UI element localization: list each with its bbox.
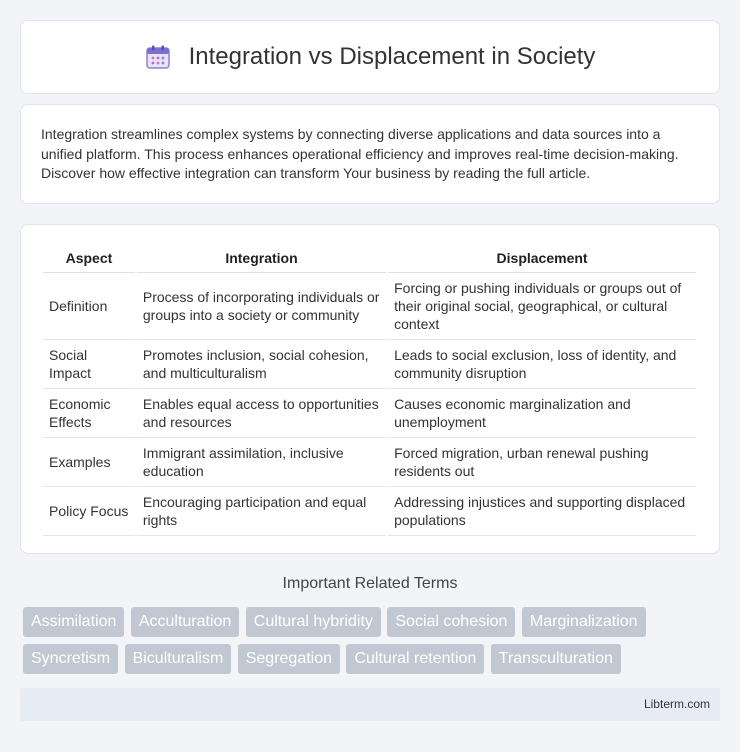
table-cell: Process of incorporating individuals or groups into a society or community [137,273,386,340]
table-row [43,438,696,487]
related-terms-title: Important Related Terms [282,575,458,592]
tag-segregation[interactable]: Segregation [238,644,340,674]
tag-syncretism[interactable]: Syncretism [23,644,118,674]
table-row [43,389,696,438]
page-title: Integration vs Displacement in Society [188,43,596,70]
intro-card [20,104,720,204]
header-integration: Integration [137,243,386,273]
table-cell: Promotes inclusion, social cohesion, and multiculturalism [137,340,386,389]
tag-marginalization[interactable]: Marginalization [522,607,646,637]
table-cell: Examples [43,438,135,487]
tag-cultural-retention[interactable]: Cultural retention [346,644,484,674]
footer [20,688,720,721]
table-row [43,487,696,536]
table-cell: Forcing or pushing individuals or groups out of their original social, geographical, or cultural context [388,273,696,340]
table-cell: Economic Effects [43,389,135,438]
table-row [43,273,696,340]
tag-transculturation[interactable]: Transculturation [491,644,621,674]
table-cell: Enables equal access to opportunities and resources [137,389,386,438]
table-cell: Definition [43,273,135,340]
tag-assimilation[interactable]: Assimilation [23,607,124,637]
table-cell: Leads to social exclusion, loss of identity, and community disruption [388,340,696,389]
table-cell: Social Impact [43,340,135,389]
tag-social-cohesion[interactable]: Social cohesion [387,607,515,637]
footer-link[interactable]: Libterm.com [643,697,710,711]
table-cell: Encouraging participation and equal rights [137,487,386,536]
table-cell: Immigrant assimilation, inclusive education [137,438,386,487]
table-row [43,340,696,389]
table-header-row [43,243,696,273]
table-cell: Causes economic marginalization and unemployment [388,389,696,438]
comparison-table-card [20,224,720,554]
table-cell: Forced migration, urban renewal pushing residents out [388,438,696,487]
header-displacement: Displacement [388,243,696,273]
calendar-icon [145,44,171,70]
related-terms-tags [23,607,723,681]
tag-biculturalism[interactable]: Biculturalism [125,644,232,674]
intro-text: Integration streamlines complex systems by connecting diverse applications and data sources into a unified platform. This process enhances operational efficiency and improves real-time decision-making. Discover how effective integration can transform Your business by reading the full article. [41,126,679,181]
comparison-table [41,243,698,536]
header-aspect: Aspect [43,243,135,273]
title-card [20,20,720,94]
tag-acculturation[interactable]: Acculturation [131,607,240,637]
table-cell: Addressing injustices and supporting displaced populations [388,487,696,536]
tag-cultural-hybridity[interactable]: Cultural hybridity [246,607,381,637]
table-cell: Policy Focus [43,487,135,536]
